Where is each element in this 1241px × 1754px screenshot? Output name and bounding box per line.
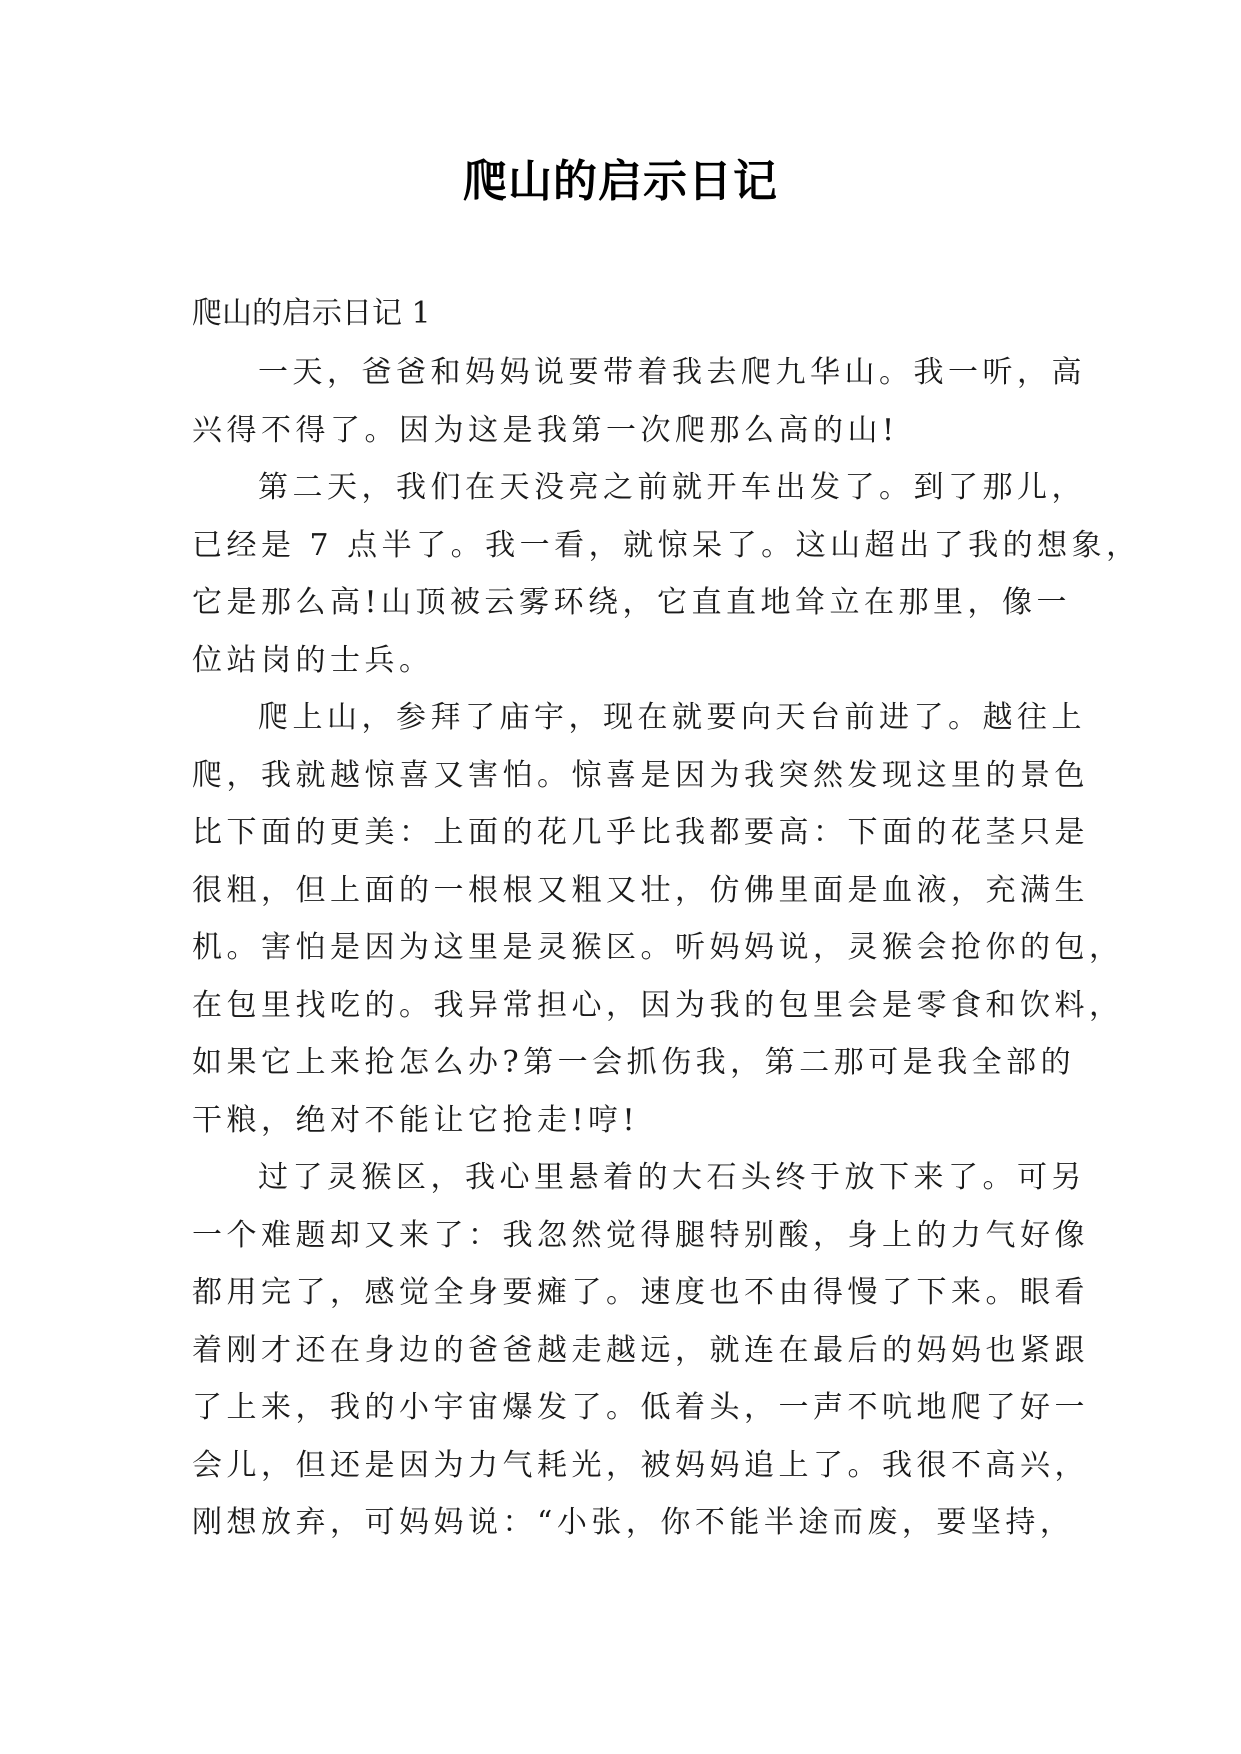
paragraph-line: 干粮，绝对不能让它抢走!哼!: [192, 1102, 640, 1138]
paragraph-line: 爬上山，参拜了庙宇，现在就要向天台前进了。越往上: [258, 700, 1086, 735]
paragraph-line: 位站岗的士兵。: [192, 642, 434, 678]
paragraph: [192, 344, 1086, 459]
paragraph-line: 如果它上来抢怎么办?第一会抓伤我，第二那可是我全部的: [192, 1045, 1076, 1080]
paragraph-line: 过了灵猴区，我心里悬着的大石头终于放下来了。可另: [258, 1160, 1086, 1195]
paragraph: [192, 459, 1141, 689]
paragraph-line: 已经是 7 点半了。我一看，就惊呆了。这山超出了我的想象，: [192, 527, 1141, 563]
paragraph-line: 机。害怕是因为这里是灵猴区。听妈妈说，灵猴会抢你的包，: [192, 930, 1124, 965]
paragraph-line: 兴得不得了。因为这是我第一次爬那么高的山!: [192, 412, 899, 448]
paragraph-line: 会儿，但还是因为力气耗光，被妈妈追上了。我很不高兴，: [192, 1447, 1089, 1483]
paragraph-line: 都用完了，感觉全身要瘫了。速度也不由得慢了下来。眼看: [192, 1275, 1089, 1310]
paragraph-line: 着刚才还在身边的爸爸越走越远，就连在最后的妈妈也紧跟: [192, 1332, 1089, 1368]
document-body: [192, 284, 1141, 1552]
document-title: 爬山的启示日记: [463, 156, 778, 207]
paragraph: [192, 689, 1124, 1149]
paragraph-line: 一个难题却又来了：我忽然觉得腿特别酸，身上的力气好像: [192, 1217, 1089, 1253]
paragraph-line: 在包里找吃的。我异常担心，因为我的包里会是零食和饮料，: [192, 987, 1124, 1023]
paragraph-line: 了上来，我的小宇宙爆发了。低着头，一声不吭地爬了好一: [192, 1390, 1089, 1425]
paragraph: [192, 1149, 1089, 1552]
paragraph-line: 一天，爸爸和妈妈说要带着我去爬九华山。我一听，高: [258, 355, 1086, 390]
entry-heading: 爬山的启示日记 1: [192, 296, 431, 331]
paragraph-line: 它是那么高!山顶被云雾环绕，它直直地耸立在那里，像一: [192, 585, 1072, 620]
paragraph-line: 刚想放弃，可妈妈说：“小张，你不能半途而废，要坚持，: [192, 1505, 1075, 1540]
paragraph-line: 比下面的更美：上面的花几乎比我都要高：下面的花茎只是: [192, 815, 1089, 850]
paragraph-line: 爬，我就越惊喜又害怕。惊喜是因为我突然发现这里的景色: [192, 757, 1089, 793]
paragraph-line: 很粗，但上面的一根根又粗又壮，仿佛里面是血液，充满生: [192, 872, 1089, 908]
paragraph-line: 第二天，我们在天没亮之前就开车出发了。到了那儿，: [258, 470, 1086, 505]
